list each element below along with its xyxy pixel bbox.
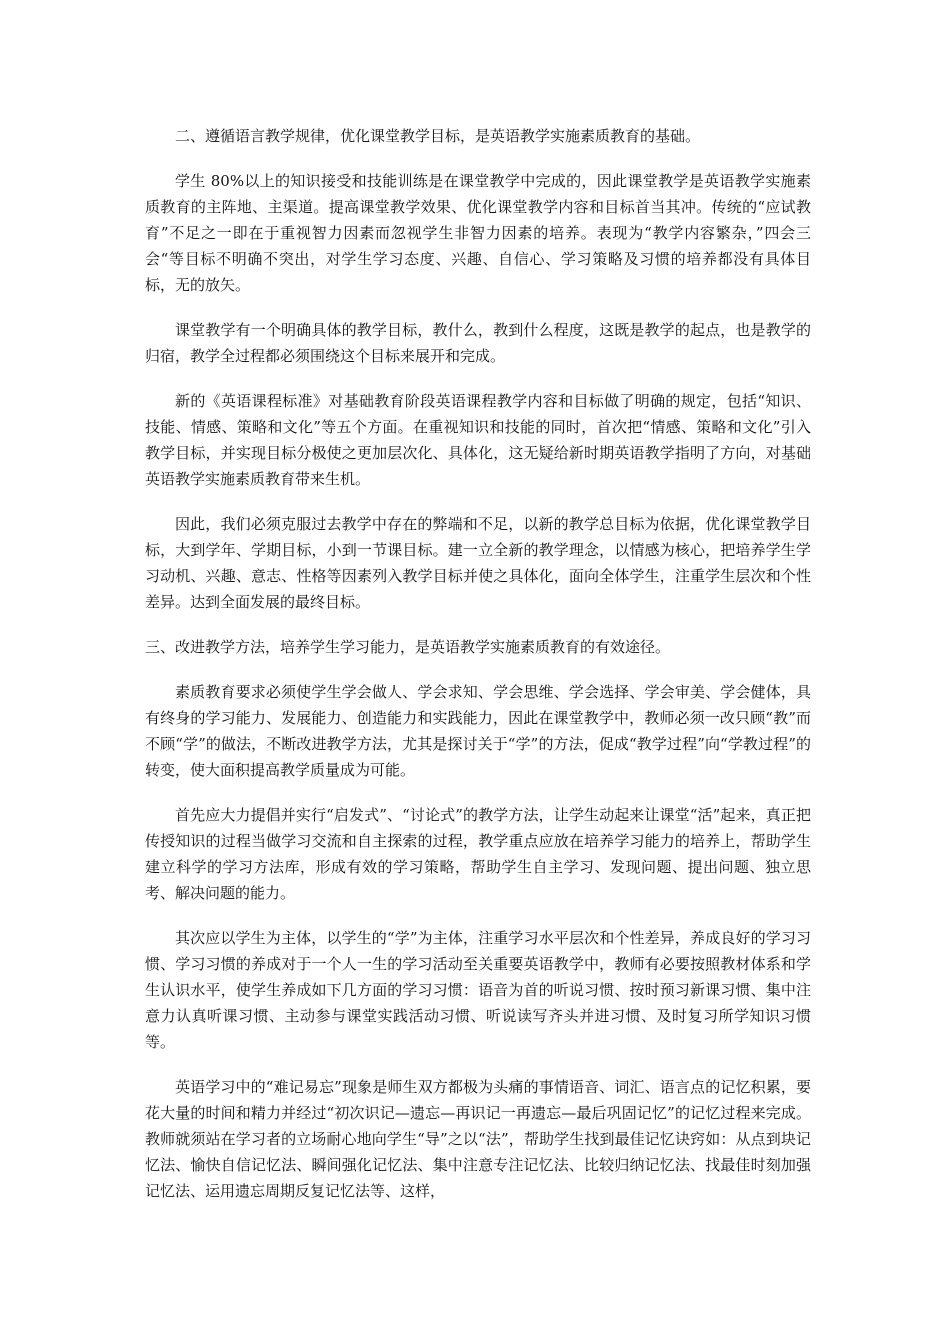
document-body (145, 123, 811, 1223)
paragraph: 首先应大力提倡并实行“启发式”、“讨论式”的教学方法，让学生动起来让课堂“活”起来，真正把传授知识的过程当做学习交流和自主探索的过程，教学重点应放在培养学习能力的培养上，帮助学生建立科学的学习方法库，形成有效的学习策略，帮助学生自主学习、发现问题、提出问题、独立思考、解决问题的能力。 (145, 806, 811, 902)
paragraph: 新的《英语课程标准》对基础教育阶段英语课程教学内容和目标做了明确的规定，包括“知识、技能、情感、策略和文化”等五个方面。在重视知识和技能的同时，首次把“情感、策略和文化”引入教学目标，并实现目标分极使之更加层次化、具体化，这无疑给新时期英语教学指明了方向，对基础英语教学实施素质教育带来生机。 (145, 392, 811, 488)
paragraph: 因此，我们必须克服过去教学中存在的弊端和不足，以新的教学总目标为依据，优化课堂教学目标，大到学年、学期目标，小到一节课目标。建一立全新的教学理念，以情感为核心，把培养学生学习动机、兴趣、意志、性格等因素列入教学目标并使之具体化，面向全体学生，注重学生层次和个性差异。达到全面发展的最终目标。 (145, 515, 811, 611)
paragraph: 英语学习中的“难记易忘”现象是师生双方都极为头痛的事情语音、词汇、语言点的记忆积累，要花大量的时间和精力并经过“初次识记—遗忘—再识记一再遗忘—最后巩固记忆”的记忆过程来完成。教师就须站在学习者的立场耐心地向学生“导”之以“法”，帮助学生找到最佳记忆诀窍如：从点到块记忆法、愉快自信记忆法、瞬间强化记忆法、集中注意专注记忆法、比较归纳记忆法、找最佳时刻加强记忆法、运用遗忘周期反复记忆法等、这样， (145, 1078, 811, 1200)
paragraph: 课堂教学有一个明确具体的教学目标，教什么，教到什么程度，这既是教学的起点，也是教学的归宿，教学全过程都必须围绕这个目标来展开和完成。 (145, 321, 811, 365)
section-2-heading: 二、遵循语言教学规律，优化课堂教学目标，是英语教学实施素质教育的基础。 (175, 127, 701, 145)
section-3-heading: 三、改进教学方法，培养学生学习能力，是英语教学实施素质教育的有效途径。 (145, 638, 671, 656)
paragraph: 素质教育要求必须使学生学会做人、学会求知、学会思维、学会选择、学会审美、学会健体，具有终身的学习能力、发展能力、创造能力和实践能力，因此在课堂教学中，教师必须一改只顾“教”而不顾“学”的做法，不断改进教学方法，尤其是探讨关于“学”的方法，促成“教学过程”向“学教过程”的转变，使大面积提高教学质量成为可能。 (145, 683, 811, 779)
paragraph: 其次应以学生为主体，以学生的“学”为主体，注重学习水平层次和个性差异，养成良好的学习习惯、学习习惯的养成对于一个人一生的学习活动至关重要英语教学中，教师有必要按照教材体系和学生认识水平，使学生养成如下几方面的学习习惯：语音为首的听说习惯、按时预习新课习惯、集中注意力认真听课习惯、主动参与课堂实践活动习惯、听说读写齐头并进习惯、及时复习所学知识习惯等。 (145, 929, 811, 1051)
paragraph: 学生 80%以上的知识接受和技能训练是在课堂教学中完成的，因此课堂教学是英语教学实施素质教育的主阵地、主渠道。提高课堂教学效果、优化课堂教学内容和目标首当其冲。传统的“应试教育”不足之一即在于重视智力因素而忽视学生非智力因素的培养。表现为“教学内容繁杂，”四会三会“等目标不明确不突出，对学生学习态度、兴趣、自信心、学习策略及习惯的培养都没有具体目标，无的放矢。 (145, 172, 811, 294)
